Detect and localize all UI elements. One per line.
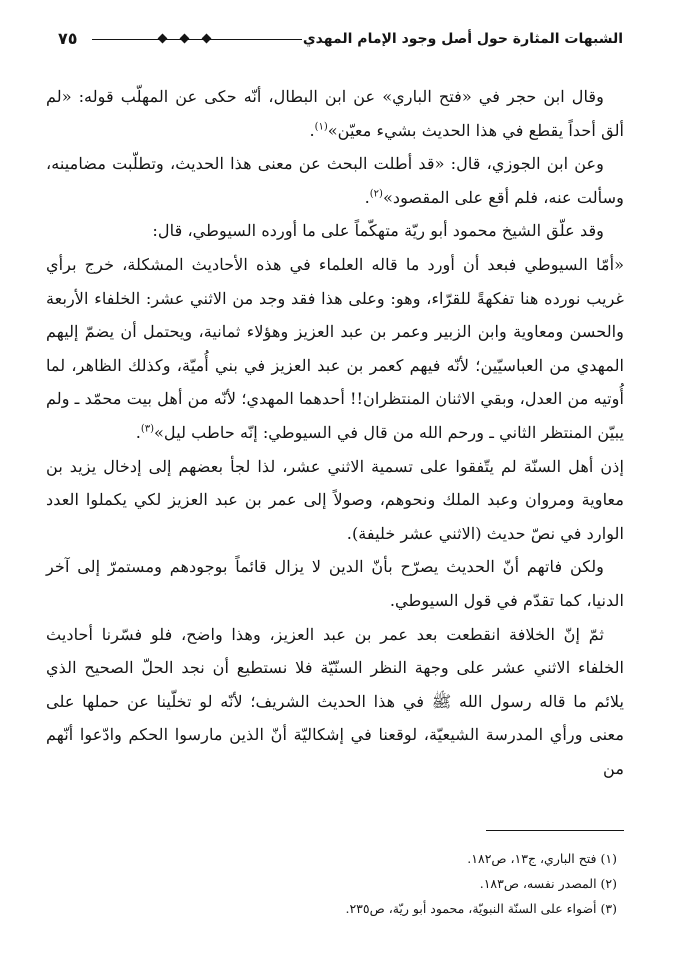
paragraph bbox=[46, 147, 624, 214]
paragraph-text: «أمّا السيوطي فبعد أن أورد ما قاله العلماء في هذه الأحاديث المشكلة، خرج برأي غريب نورده هنا تفكهةً للقرّاء، وهو: وعلى هذا فقد وجد من الاثني عشر: الخلفاء الأربعة والحسن ومعاوية وابن الزبير وعمر بن عبد العزيز وهؤلاء ثمانية، ويحتمل أن يضمّ إليهم المهدي من العباسيّين؛ لأنّه فيهم كعمر بن عبد العزيز في بني أُميّة، وكذلك الظاهر، لما أُوتيه من العدل، وبقي الاثنان المنتظران!! أحدهما المهدي؛ لأنّه من أهل بيت محمّد ـ ولم يبيّن المنتظر الثاني ـ ورحم الله من قال في السيوطي: إنّه حاطب ليل» bbox=[46, 254, 624, 442]
paragraph-text: وقال ابن حجر في «فتح الباري» عن ابن البطال، أنّه حكى عن المهلّب قوله: «لم ألق أحداً يقطع في هذا الحديث بشيء معيّن» bbox=[46, 87, 624, 140]
diamond-ornament-icon bbox=[202, 34, 212, 44]
diamond-ornament-icon bbox=[180, 34, 190, 44]
page-number: ٧٥ bbox=[58, 29, 78, 48]
paragraph-text: وعن ابن الجوزي، قال: «قد أطلت البحث عن معنى هذا الحديث، وتطلّبت مضامينه، وسألت عنه، فلم أقع على المقصود» bbox=[46, 154, 624, 207]
footnotes bbox=[46, 846, 617, 921]
footnote-ref: (٣) bbox=[140, 423, 155, 435]
header-rule bbox=[92, 39, 302, 40]
running-title: الشبهات المثارة حول أصل وجود الإمام المهدي bbox=[302, 31, 623, 47]
page-header bbox=[44, 28, 623, 54]
footnote: (٣) أضواء على السنّة النبويّة، محمود أبو ريّة، ص٢٣٥. bbox=[345, 901, 617, 916]
paragraph: إذن أهل السنّة لم يتّفقوا على تسمية الاثني عشر، لذا لجأ بعضهم إلى إدخال يزيد بن معاوية ومروان وعبد الملك ونحوهم، وصولاً إلى عمر بن عبد العزيز لكي يكملوا العدد الوارد في نصّ حديث (الاثني عشر خليفة). bbox=[46, 456, 624, 543]
footnote-ref: (١) bbox=[314, 121, 328, 133]
footnote-separator bbox=[486, 830, 624, 831]
paragraph: وقد علّق الشيخ محمود أبو ريّة متهكّماً على ما أورده السيوطي، قال: bbox=[152, 221, 604, 241]
footnote: (٢) المصدر نفسه، ص١٨٣. bbox=[479, 876, 617, 891]
paragraph-end: . bbox=[309, 120, 315, 140]
footnote: (١) فتح الباري، ج١٣، ص١٨٢. bbox=[467, 851, 617, 866]
quote-paragraph bbox=[46, 248, 624, 450]
diamond-ornament-icon bbox=[158, 34, 168, 44]
paragraph: ثمّ إنّ الخلافة انقطعت بعد عمر بن عبد العزيز، وهذا واضح، فلو فسّرنا أحاديث الخلفاء الاثني عشر على وجهة النظر السنّيّة فلا نستطيع أن نجد الحلّ الصحيح الذي يلائم ما قاله رسول الله ﷺ في هذا الحديث الشريف؛ لأنّه لو تخلّينا عن حملها على معنى ورأي المدرسة الشيعيّة، لوقعنا في إشكاليّة أنّ الذين مارسوا الحكم وادّعوا أنّهم من bbox=[46, 624, 624, 778]
footnote-ref: (٢) bbox=[369, 188, 383, 200]
paragraph: ولكن فاتهم أنّ الحديث يصرّح بأنّ الدين لا يزال قائماً بوجودهم ومستمرّ إلى آخر الدنيا، كما تقدّم في قول السيوطي. bbox=[46, 557, 624, 610]
body-text bbox=[46, 80, 624, 785]
paragraph-end: . bbox=[135, 422, 141, 442]
paragraph bbox=[46, 80, 624, 147]
paragraph-end: . bbox=[364, 187, 370, 207]
